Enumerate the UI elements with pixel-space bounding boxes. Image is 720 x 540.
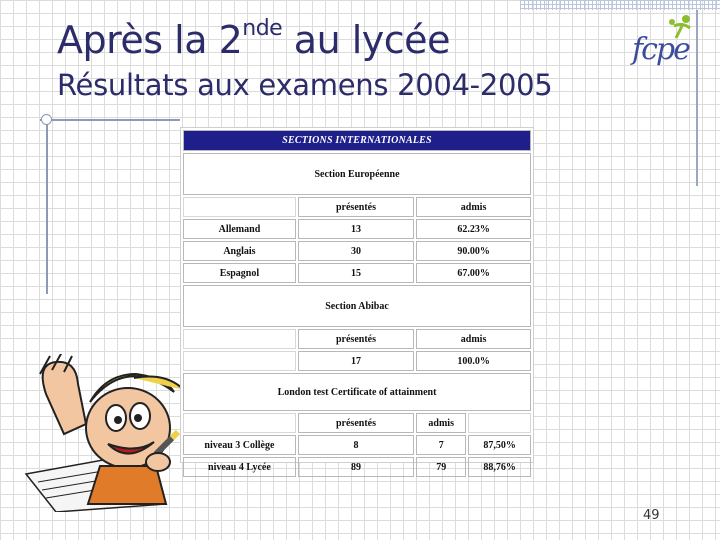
admis-value: 100.0% — [416, 351, 531, 371]
column-header: admis — [416, 329, 531, 349]
presentes-value: 8 — [298, 435, 414, 455]
decorative-line — [46, 116, 48, 294]
row-label: niveau 4 Lycée — [183, 457, 296, 477]
column-header: présentés — [298, 197, 414, 217]
page-number: 49 — [643, 508, 660, 523]
presentes-value: 17 — [298, 351, 414, 371]
admis-value: 79 — [416, 457, 466, 477]
empty-cell — [183, 413, 296, 433]
section-title: Section Abibac — [183, 285, 531, 327]
table-header: SECTIONS INTERNATIONALES — [183, 130, 531, 151]
results-table-image — [180, 127, 534, 473]
presentes-value: 30 — [298, 241, 414, 261]
table-row — [183, 263, 531, 283]
results-table — [181, 128, 533, 479]
empty-cell — [183, 197, 296, 217]
empty-cell — [183, 351, 296, 371]
percent-value: 88,76% — [468, 457, 531, 477]
presentes-value: 89 — [298, 457, 414, 477]
row-label: Allemand — [183, 219, 296, 239]
admis-value: 67.00% — [416, 263, 531, 283]
table-row — [183, 241, 531, 261]
column-header: admis — [416, 197, 531, 217]
decorative-circle — [41, 114, 52, 125]
row-label: Espagnol — [183, 263, 296, 283]
table-row — [183, 457, 531, 477]
empty-cell — [468, 413, 531, 433]
decorative-line — [696, 10, 698, 186]
presentes-value: 15 — [298, 263, 414, 283]
row-label: niveau 3 Collège — [183, 435, 296, 455]
empty-cell — [183, 329, 296, 349]
section-title: London test Certificate of attainment — [183, 373, 531, 411]
column-header: présentés — [298, 329, 414, 349]
percent-value: 87,50% — [468, 435, 531, 455]
section-title: Section Européenne — [183, 153, 531, 195]
admis-value: 7 — [416, 435, 466, 455]
decorative-pattern — [520, 0, 720, 10]
admis-value: 90.00% — [416, 241, 531, 261]
slide-subtitle: Résultats aux examens 2004-2005 — [57, 68, 553, 102]
row-label: Anglais — [183, 241, 296, 261]
slide-title: Après la 2nde au lycée — [57, 16, 450, 62]
table-row — [183, 219, 531, 239]
decorative-line — [40, 119, 180, 121]
column-header: présentés — [298, 413, 414, 433]
table-row — [183, 435, 531, 455]
presentes-value: 13 — [298, 219, 414, 239]
column-header: admis — [416, 413, 466, 433]
table-row — [183, 351, 531, 371]
admis-value: 62.23% — [416, 219, 531, 239]
cartoon-student-illustration — [16, 354, 188, 512]
fcpe-logo: fcpe — [632, 32, 689, 67]
